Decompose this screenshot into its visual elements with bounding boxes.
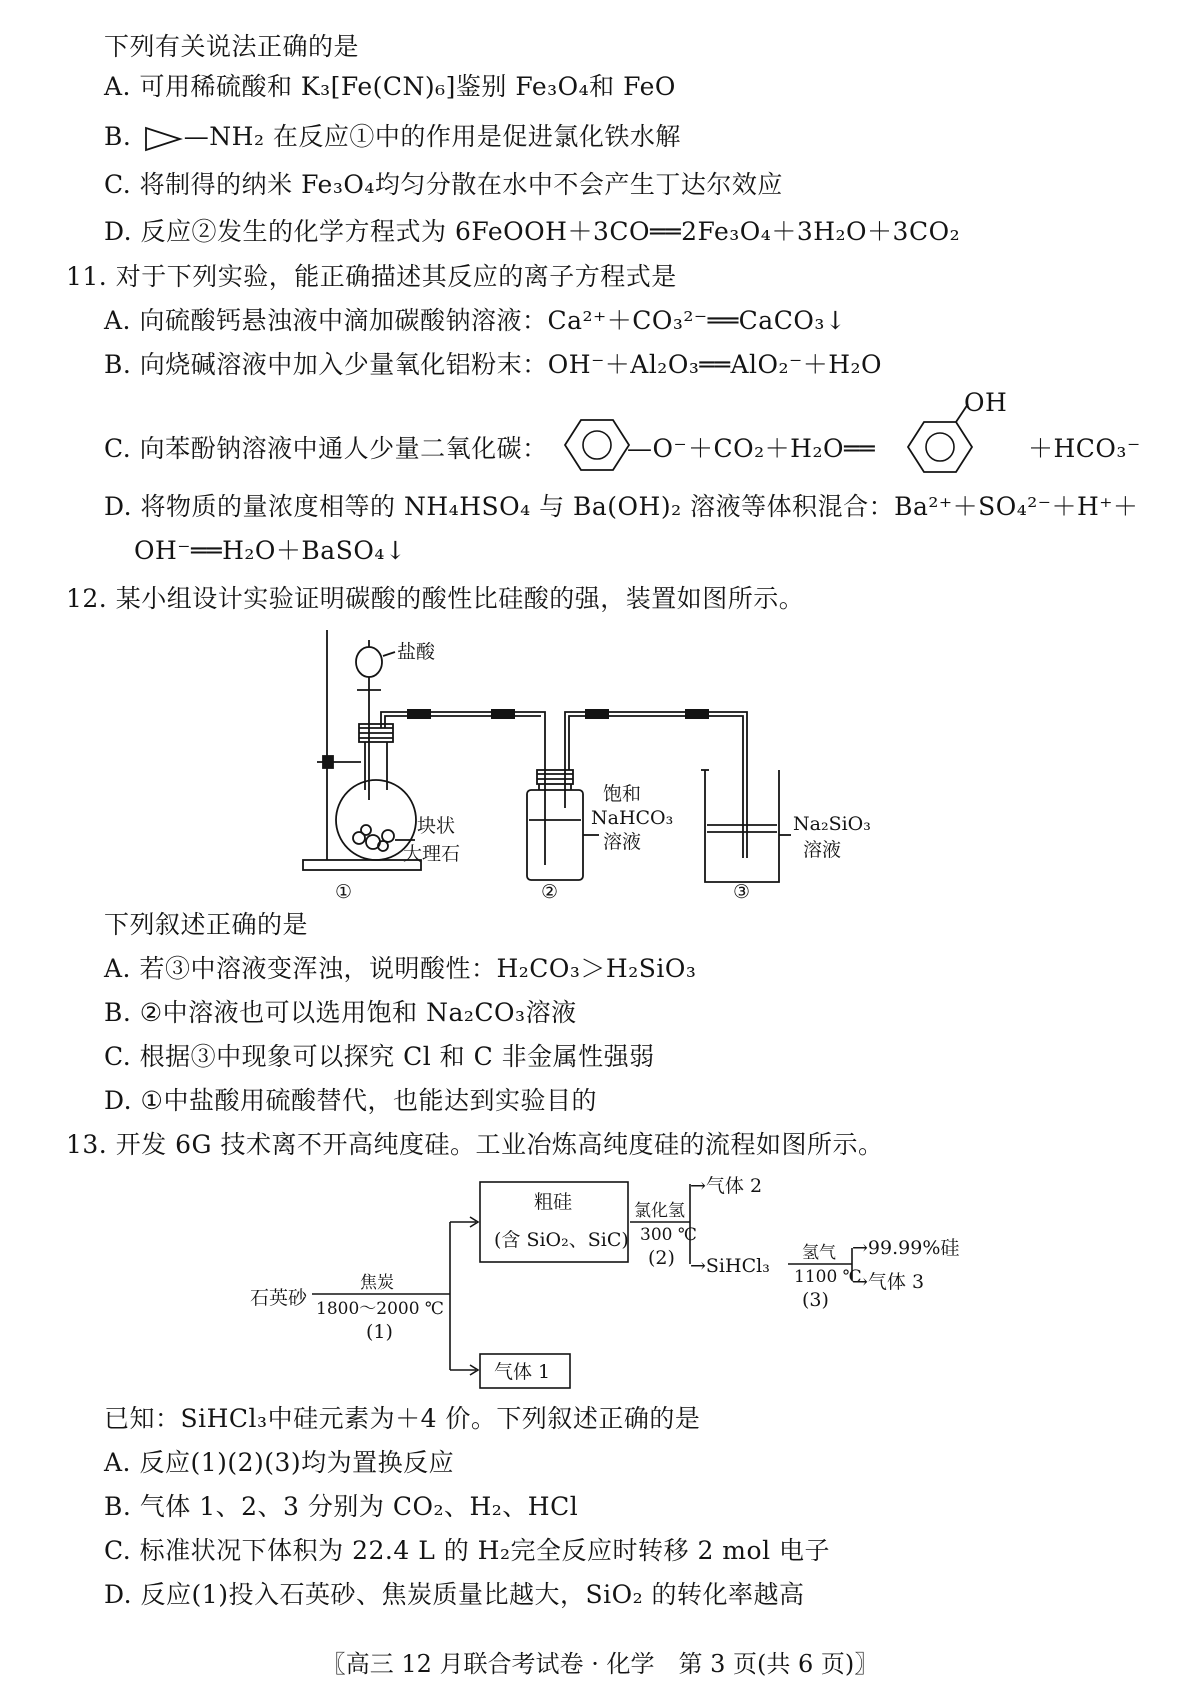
q13-known: 已知：SiHCl₃中硅元素为＋4 价。下列叙述正确的是 (104, 1404, 701, 1433)
q12-stem: 12. 某小组设计实验证明碳酸的酸性比硅酸的强，装置如图所示。 (66, 584, 805, 613)
label-apparatus-2: ② (541, 881, 559, 903)
q11-option-c-oh: OH (964, 388, 1008, 417)
q11-option-c-text: C. 向苯酚钠溶液中通人少量二氧化碳： (104, 434, 548, 463)
label-gas3: →气体 3 (852, 1271, 925, 1293)
q12-lead: 下列叙述正确的是 (104, 910, 309, 939)
label-nahco3-3: 溶液 (603, 831, 642, 853)
q10-lead: 下列有关说法正确的是 (104, 32, 360, 61)
q11-stem: 11. 对于下列实验，能正确描述其反应的离子方程式是 (66, 262, 677, 291)
label-marble-2: 大理石 (403, 843, 461, 865)
label-nahco3-2: NaHCO₃ (591, 807, 674, 829)
q13-option-a: A. 反应(1)(2)(3)均为置换反应 (104, 1448, 455, 1477)
q11-option-a: A. 向硫酸钙悬浊液中滴加碳酸钠溶液：Ca²⁺＋CO₃²⁻══CaCO₃↓ (104, 306, 847, 335)
label-apparatus-1: ① (335, 881, 353, 903)
label-h2-reagent: 氢气 (802, 1243, 836, 1263)
label-na2sio3-2: 溶液 (803, 839, 842, 861)
q11-option-b: B. 向烧碱溶液中加入少量氧化铝粉末：OH⁻＋Al₂O₃══AlO₂⁻＋H₂O (104, 350, 883, 379)
q12-option-c: C. 根据③中现象可以探究 Cl 和 C 非金属性强弱 (104, 1042, 655, 1071)
q11-option-d-line2: OH⁻══H₂O＋BaSO₄↓ (134, 536, 407, 565)
q10-option-b (104, 120, 681, 154)
label-sihcl3: →SiHCl₃ (690, 1255, 770, 1277)
label-na2sio3-1: Na₂SiO₃ (793, 813, 871, 835)
label-hcl: 盐酸 (397, 641, 436, 663)
label-marble-1: 块状 (417, 815, 456, 837)
label-apparatus-3: ③ (733, 881, 751, 903)
q10-option-d: D. 反应②发生的化学方程式为 6FeOOH＋3CO══2Fe₃O₄＋3H₂O＋3CO₂ (104, 217, 961, 246)
q11-option-c-phenoxide: —O⁻ (627, 434, 688, 463)
q10-option-b-prefix: B. (104, 122, 132, 151)
q13-option-c: C. 标准状况下体积为 22.4 L 的 H₂完全反应时转移 2 mol 电子 (104, 1536, 831, 1565)
q11-option-d-line1: D. 将物质的量浓度相等的 NH₄HSO₄ 与 Ba(OH)₂ 溶液等体积混合：Ba²⁺＋SO₄²⁻＋H⁺＋ (104, 492, 1139, 521)
q13-option-b: B. 气体 1、2、3 分别为 CO₂、H₂、HCl (104, 1492, 579, 1521)
q11-option-c-end: ＋HCO₃⁻ (1028, 434, 1141, 463)
q11-option-c-mid: ＋CO₂＋H₂O══ (688, 434, 876, 463)
apparatus-figure (295, 620, 935, 905)
label-quartz: 石英砂 (250, 1287, 308, 1309)
label-temp1: 1800～2000 ℃ (316, 1299, 444, 1319)
label-nahco3-1: 饱和 (603, 783, 642, 805)
q12-option-a: A. 若③中溶液变浑浊，说明酸性：H₂CO₃＞H₂SiO₃ (104, 954, 697, 983)
label-step1: (1) (366, 1321, 393, 1343)
q13-stem: 13. 开发 6G 技术离不开高纯度硅。工业冶炼高纯度硅的流程如图所示。 (66, 1130, 884, 1159)
cyclopropyl-icon (140, 124, 184, 154)
label-temp2: 300 ℃ (640, 1225, 697, 1245)
flow-diagram (250, 1172, 1010, 1398)
q10-option-c: C. 将制得的纳米 Fe₃O₄均匀分散在水中不会产生丁达尔效应 (104, 170, 783, 199)
label-crude-si-note: (含 SiO₂、SiC) (494, 1229, 629, 1251)
label-gas2: →气体 2 (690, 1175, 763, 1197)
q10-option-a: A. 可用稀硫酸和 K₃[Fe(CN)₆]鉴别 Fe₃O₄和 FeO (104, 72, 676, 101)
label-temp3: 1100 ℃ (794, 1267, 862, 1287)
page-footer: 〖高三 12 月联合考试卷 · 化学 第 3 页(共 6 页)〗 (321, 1650, 879, 1678)
label-hcl-reagent: 氯化氢 (634, 1201, 685, 1221)
q13-option-d: D. 反应(1)投入石英砂、焦炭质量比越大，SiO₂ 的转化率越高 (104, 1580, 805, 1609)
label-step2: (2) (648, 1247, 675, 1269)
q12-option-d: D. ①中盐酸用硫酸替代，也能达到实验目的 (104, 1086, 597, 1115)
q12-option-b: B. ②中溶液也可以选用饱和 Na₂CO₃溶液 (104, 998, 577, 1027)
label-crude-si: 粗硅 (534, 1191, 573, 1213)
q10-option-b-text: —NH₂ 在反应①中的作用是促进氯化铁水解 (183, 122, 681, 151)
label-pure-si: →99.99%硅 (852, 1237, 960, 1259)
label-coke: 焦炭 (360, 1273, 394, 1293)
label-step3: (3) (802, 1289, 829, 1311)
label-gas1: 气体 1 (494, 1361, 551, 1383)
